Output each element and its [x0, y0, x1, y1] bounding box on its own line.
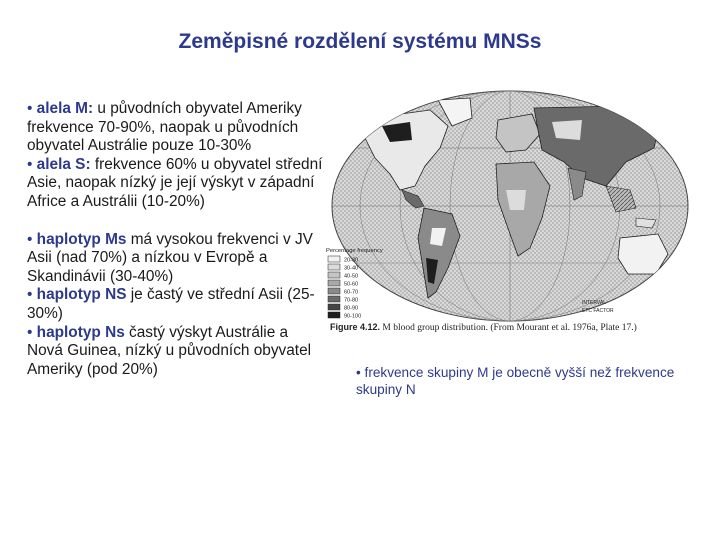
legend-label: 60-70	[344, 289, 359, 296]
legend-label: 50-60	[344, 281, 359, 288]
bullet-item-alela-s	[27, 156, 327, 212]
map-caption	[330, 322, 700, 333]
bullet-marker: •	[27, 323, 33, 341]
legend-swatch	[328, 296, 340, 302]
map-asia-light	[552, 120, 582, 140]
legend-swatch	[328, 312, 340, 318]
bullet-marker: •	[27, 100, 33, 117]
bullet-term: alela M:	[36, 100, 94, 117]
legend-swatch	[328, 264, 340, 270]
legend-swatch	[328, 272, 340, 278]
legend-label: 80-90	[344, 305, 359, 312]
legend-label: 90-100	[344, 313, 362, 320]
legend-swatch	[328, 304, 340, 310]
bullet-text: má vysokou frekvenci v JV Asii (nad 70%) a nízkou v Evropě a Skandinávii (30-40%)	[27, 230, 313, 285]
slide-title: Zeměpisné rozdělení systému MNSs	[178, 30, 542, 53]
bullet-item-alela-m	[27, 100, 327, 156]
legend-swatch	[328, 256, 340, 262]
bullet-item-haplotyp-ns-lower	[27, 324, 327, 380]
bullet-text: frekvence 60% u obyvatel střední Asie, naopak nízký je její výskyt v západní Africe a Austrálii (10-20%)	[27, 155, 323, 210]
bullet-term: haplotyp NS	[36, 286, 127, 304]
bullet-marker: •	[27, 230, 33, 248]
caption-text: M blood group distribution. (From Mourant et al. 1976a, Plate 17.)	[382, 323, 637, 333]
map-new-guinea	[636, 218, 656, 228]
scale-right-label: ETC FACTOR	[582, 308, 614, 314]
bullet-item-haplotyp-ns-upper	[27, 286, 327, 323]
legend-label: 70-80	[344, 297, 359, 304]
note-text: • frekvence skupiny M je obecně vyšší než frekvence skupiny N	[356, 365, 675, 397]
legend-swatch	[328, 280, 340, 286]
bullet-text: u původních obyvatel Ameriky frekvence 70-90%, naopak u původních obyvatel Austrálie pouze 10-30%	[27, 100, 302, 155]
bullet-list	[27, 100, 327, 379]
bullet-marker: •	[27, 286, 33, 304]
caption-label: Figure 4.12.	[330, 322, 381, 332]
bullet-marker: •	[27, 155, 33, 173]
legend-title: Percentage frequency	[326, 248, 383, 254]
legend-label: 20-30	[344, 257, 359, 264]
bullet-text: častý výskyt Austrálie a Nová Guinea, nízký u původních obyvatel Ameriky (pod 20%)	[27, 323, 312, 378]
legend-label: 30-40	[344, 265, 359, 272]
bullet-term: alela S:	[36, 155, 91, 173]
scale-left-label: INTERVAL	[582, 300, 606, 306]
bullet-text: je častý ve střední Asii (25-30%)	[27, 286, 315, 322]
legend-label: 40-50	[344, 273, 359, 280]
bullet-term: haplotyp Ms	[36, 230, 127, 248]
bullet-term: haplotyp Ns	[36, 323, 125, 341]
legend-swatch	[328, 288, 340, 294]
bullet-item-haplotyp-ms	[27, 231, 327, 287]
world-map-figure	[320, 78, 695, 340]
